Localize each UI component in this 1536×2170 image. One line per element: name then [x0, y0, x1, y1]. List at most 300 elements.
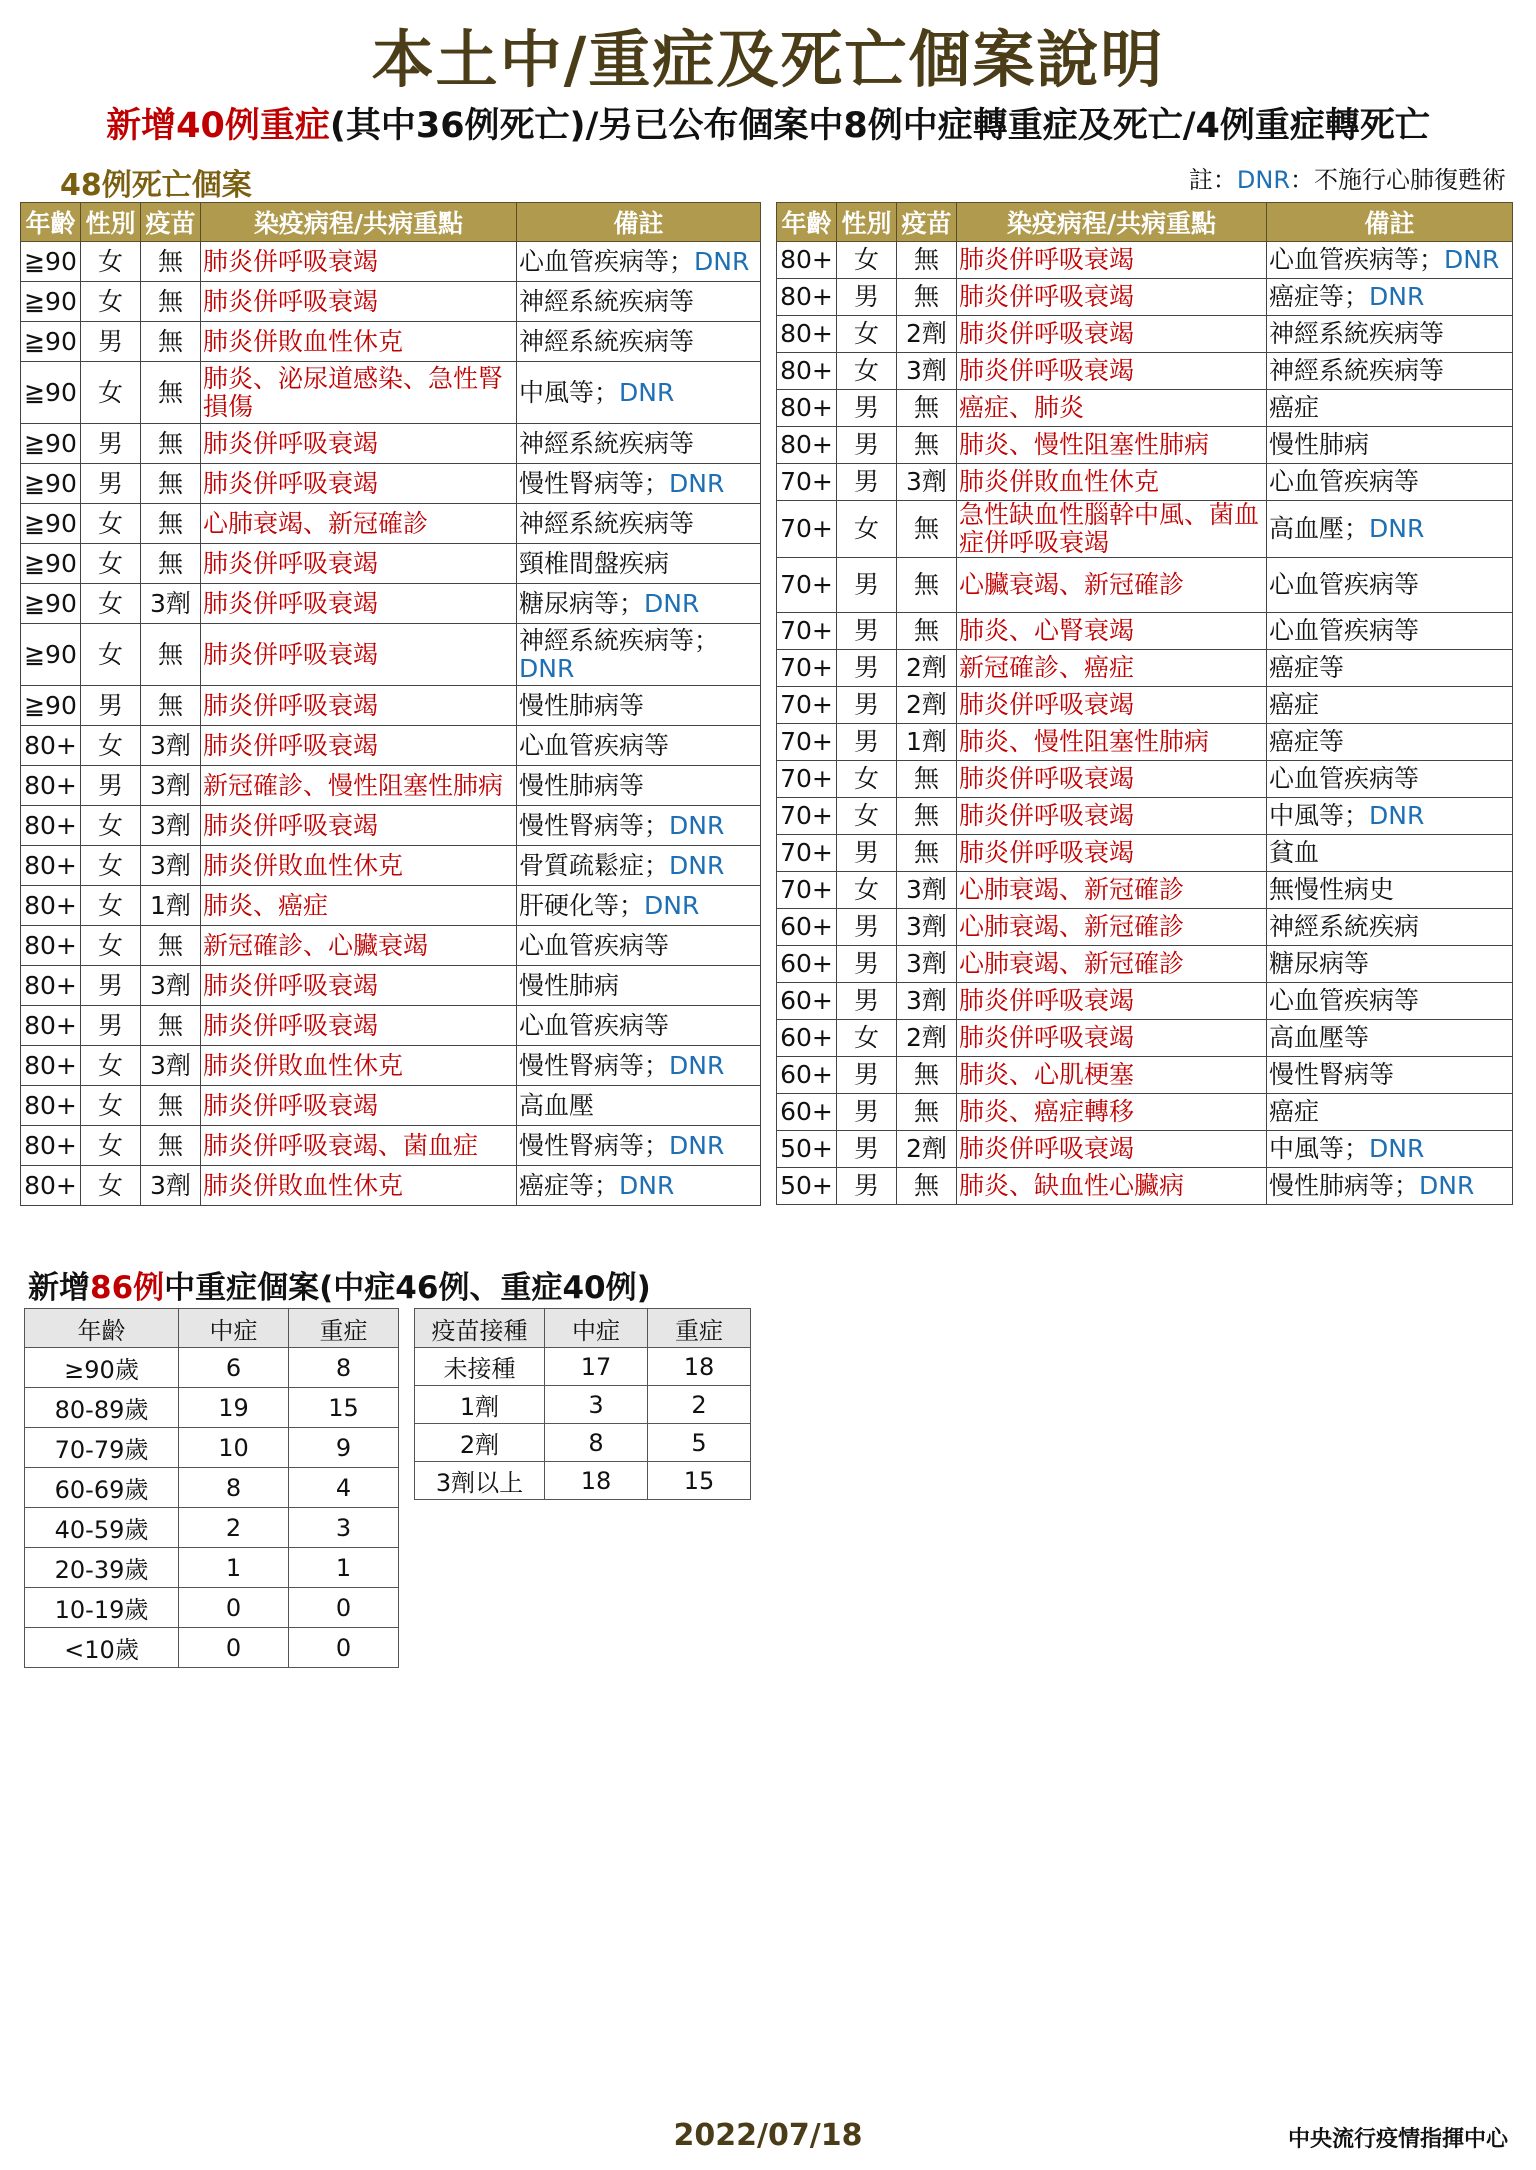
- note-prefix: 註：: [1188, 166, 1237, 194]
- remark-cell: [1267, 316, 1513, 353]
- age-cell: 70+: [777, 798, 837, 835]
- vaccine-cell: 3劑: [141, 1166, 201, 1206]
- course-cell: 肺炎併呼吸衰竭: [957, 279, 1267, 316]
- course-cell: 肺炎、心腎衰竭: [957, 613, 1267, 650]
- moderate-cell: 18: [545, 1462, 648, 1500]
- age-cell: ≧90: [21, 584, 81, 624]
- remark-text: 慢性腎病等；: [519, 1050, 670, 1080]
- age-cell: 80+: [777, 279, 837, 316]
- dnr-tag: DNR: [669, 850, 725, 880]
- remark-cell: [1267, 427, 1513, 464]
- vaccine-cell: 3劑: [141, 726, 201, 766]
- sex-cell: 女: [81, 584, 141, 624]
- death-row: [777, 613, 1513, 650]
- age-cell: 80+: [21, 846, 81, 886]
- remark-text: 肝硬化等；: [519, 890, 645, 920]
- death-row: [777, 798, 1513, 835]
- issuing-organization: 中央流行疫情指揮中心: [1287, 2127, 1508, 2152]
- course-cell: 肺炎、缺血性心臟病: [957, 1168, 1267, 1205]
- vaccine-cell: 無: [141, 1086, 201, 1126]
- remark-text: 慢性腎病等；: [519, 1130, 670, 1160]
- sex-cell: 男: [837, 390, 897, 427]
- age-cell: 20-39歲: [25, 1548, 179, 1588]
- note-suffix: ：不施行心肺復甦術: [1290, 166, 1506, 194]
- sex-cell: 男: [837, 1131, 897, 1168]
- column-header: 疫苗: [141, 203, 201, 242]
- deaths-header-row: [777, 203, 1513, 242]
- remark-cell: [1267, 798, 1513, 835]
- remark-cell: [1267, 724, 1513, 761]
- remark-text: 神經系統疾病: [1269, 912, 1420, 941]
- death-row: [777, 279, 1513, 316]
- death-row: [777, 983, 1513, 1020]
- cases-title-suffix: 中重症個案(中症46例、重症40例): [164, 1270, 651, 1306]
- remark-cell: [517, 1046, 761, 1086]
- moderate-cell: 8: [179, 1468, 289, 1508]
- age-row: [25, 1348, 399, 1388]
- death-row: [777, 650, 1513, 687]
- remark-cell: [1267, 835, 1513, 872]
- remark-text: 神經系統疾病等；: [519, 625, 720, 655]
- course-cell: 肺炎併呼吸衰竭: [957, 353, 1267, 390]
- vaccine-cell: 無: [897, 1168, 957, 1205]
- sex-cell: 女: [81, 1166, 141, 1206]
- sex-cell: 女: [81, 1046, 141, 1086]
- sex-cell: 女: [81, 926, 141, 966]
- age-cell: ≧90: [21, 544, 81, 584]
- remark-cell: [1267, 613, 1513, 650]
- age-cell: 60+: [777, 1020, 837, 1057]
- age-cell: ≧90: [21, 686, 81, 726]
- course-cell: 肺炎併呼吸衰竭、菌血症: [201, 1126, 517, 1166]
- remark-cell: [1267, 242, 1513, 279]
- sex-cell: 男: [81, 1006, 141, 1046]
- age-cell: ≧90: [21, 282, 81, 322]
- course-cell: 肺炎併呼吸衰竭: [957, 242, 1267, 279]
- cases-title-count: 86例: [90, 1270, 165, 1306]
- remark-text: 高血壓等: [1269, 1023, 1370, 1052]
- stats-column-header: 疫苗接種: [415, 1309, 545, 1348]
- vaccine-cell: 無: [897, 798, 957, 835]
- death-row: [21, 584, 761, 624]
- vaccine-cell: 3劑: [141, 766, 201, 806]
- dnr-tag: DNR: [1369, 1134, 1425, 1163]
- death-row: [777, 390, 1513, 427]
- sex-cell: 女: [81, 282, 141, 322]
- sex-cell: 女: [81, 624, 141, 686]
- vaccine-cell: 無: [141, 544, 201, 584]
- age-cell: ≧90: [21, 624, 81, 686]
- course-cell: 肺炎併呼吸衰竭: [201, 1006, 517, 1046]
- dnr-tag: DNR: [1369, 801, 1425, 830]
- remark-cell: [1267, 909, 1513, 946]
- remark-cell: [1267, 279, 1513, 316]
- age-cell: 60-69歲: [25, 1468, 179, 1508]
- age-cell: 80-89歲: [25, 1388, 179, 1428]
- age-cell: 70+: [777, 613, 837, 650]
- remark-cell: [517, 424, 761, 464]
- sex-cell: 男: [837, 1168, 897, 1205]
- death-row: [21, 464, 761, 504]
- deaths-table-left: [20, 202, 761, 1206]
- page-subtitle: [0, 104, 1536, 148]
- sex-cell: 女: [81, 544, 141, 584]
- age-row: [25, 1588, 399, 1628]
- death-row: [777, 353, 1513, 390]
- vaccine-cell: 3劑: [141, 806, 201, 846]
- sex-cell: 女: [837, 316, 897, 353]
- severe-cell: 15: [289, 1388, 399, 1428]
- course-cell: 心臟衰竭、新冠確診: [957, 558, 1267, 613]
- sex-cell: 女: [81, 1086, 141, 1126]
- remark-text: 心血管疾病等: [1269, 764, 1420, 793]
- death-row: [777, 464, 1513, 501]
- course-cell: 肺炎併呼吸衰竭: [957, 798, 1267, 835]
- age-cell: 70+: [777, 724, 837, 761]
- remark-text: 神經系統疾病等: [519, 326, 695, 356]
- remark-text: 高血壓: [519, 1090, 595, 1120]
- report-date: 2022/07/18: [673, 2118, 863, 2153]
- course-cell: 心肺衰竭、新冠確診: [957, 946, 1267, 983]
- vaccine-stats-table: [414, 1308, 751, 1500]
- sex-cell: 女: [81, 242, 141, 282]
- age-cell: 60+: [777, 1057, 837, 1094]
- remark-cell: [1267, 983, 1513, 1020]
- remark-text: 癌症: [1269, 1097, 1320, 1126]
- vaccine-cell: 無: [897, 558, 957, 613]
- remark-cell: [517, 1006, 761, 1046]
- cases-title-prefix: 新增: [28, 1270, 90, 1306]
- sex-cell: 男: [837, 983, 897, 1020]
- death-row: [21, 624, 761, 686]
- course-cell: 肺炎併呼吸衰竭: [201, 624, 517, 686]
- death-row: [21, 726, 761, 766]
- age-cell: 50+: [777, 1131, 837, 1168]
- sex-cell: 男: [837, 558, 897, 613]
- dnr-tag: DNR: [619, 377, 675, 407]
- age-cell: ≧90: [21, 242, 81, 282]
- remark-cell: [1267, 650, 1513, 687]
- remark-text: 高血壓；: [1269, 514, 1370, 543]
- age-cell: 60+: [777, 1094, 837, 1131]
- remark-cell: [1267, 687, 1513, 724]
- age-cell: 80+: [21, 806, 81, 846]
- severe-cell: 5: [648, 1424, 751, 1462]
- moderate-cell: 8: [545, 1424, 648, 1462]
- vaccine-cell: 無: [141, 362, 201, 424]
- sex-cell: 女: [837, 353, 897, 390]
- death-row: [777, 316, 1513, 353]
- death-row: [21, 966, 761, 1006]
- course-cell: 肺炎併呼吸衰竭: [201, 966, 517, 1006]
- age-cell: 80+: [21, 886, 81, 926]
- remark-text: 骨質疏鬆症；: [519, 850, 670, 880]
- subtitle-highlight: 新增40例重症: [106, 106, 330, 146]
- severe-cell: 2: [648, 1386, 751, 1424]
- course-cell: 肺炎併呼吸衰竭: [201, 584, 517, 624]
- vaccine-cell: 無: [897, 242, 957, 279]
- dnr-tag: DNR: [669, 1130, 725, 1160]
- vaccine-cell: 3劑: [897, 353, 957, 390]
- age-cell: 70+: [777, 650, 837, 687]
- remark-text: 慢性腎病等: [1269, 1060, 1395, 1089]
- remark-text: 慢性肺病等: [519, 770, 645, 800]
- remark-text: 慢性肺病: [1269, 430, 1370, 459]
- age-cell: 80+: [21, 1046, 81, 1086]
- course-cell: 肺炎併呼吸衰竭: [957, 761, 1267, 798]
- death-row: [21, 544, 761, 584]
- remark-cell: [1267, 390, 1513, 427]
- death-row: [777, 946, 1513, 983]
- remark-text: 癌症等；: [1269, 282, 1370, 311]
- column-header: 疫苗: [897, 203, 957, 242]
- sex-cell: 男: [837, 1094, 897, 1131]
- remark-text: 心血管疾病等: [519, 930, 670, 960]
- page-title: 本土中/重症及死亡個案說明: [371, 23, 1165, 96]
- death-row: [777, 872, 1513, 909]
- remark-text: 糖尿病等: [1269, 949, 1370, 978]
- course-cell: 肺炎併呼吸衰竭: [201, 726, 517, 766]
- severe-cell: 4: [289, 1468, 399, 1508]
- course-cell: 肺炎併呼吸衰竭: [201, 806, 517, 846]
- remark-text: 心血管疾病等: [1269, 570, 1420, 599]
- course-cell: 肺炎、慢性阻塞性肺病: [957, 724, 1267, 761]
- remark-text: 心血管疾病等: [1269, 986, 1420, 1015]
- age-cell: ≧90: [21, 322, 81, 362]
- remark-cell: [1267, 1057, 1513, 1094]
- remark-text: 癌症: [1269, 690, 1320, 719]
- age-cell: 70+: [777, 501, 837, 558]
- course-cell: 肺炎、泌尿道感染、急性腎損傷: [201, 362, 517, 424]
- vaccine-cell: 無: [141, 242, 201, 282]
- age-row: [25, 1628, 399, 1668]
- column-header: 染疫病程/共病重點: [957, 203, 1267, 242]
- death-row: [21, 926, 761, 966]
- death-row: [21, 282, 761, 322]
- remark-cell: [1267, 353, 1513, 390]
- remark-cell: [517, 1126, 761, 1166]
- vaccine-cell: 2劑: [897, 650, 957, 687]
- vaccine-cell: 無: [141, 686, 201, 726]
- death-row: [21, 806, 761, 846]
- vaccine-cell: 2劑: [897, 1020, 957, 1057]
- dnr-tag: DNR: [1419, 1171, 1475, 1200]
- remark-cell: [1267, 1094, 1513, 1131]
- death-row: [21, 1126, 761, 1166]
- sex-cell: 女: [81, 886, 141, 926]
- moderate-cell: 17: [545, 1348, 648, 1386]
- remark-cell: [517, 544, 761, 584]
- vaccine-cell: 2劑: [897, 687, 957, 724]
- sex-cell: 男: [837, 724, 897, 761]
- age-cell: ≧90: [21, 464, 81, 504]
- sex-cell: 男: [81, 464, 141, 504]
- age-cell: 40-59歲: [25, 1508, 179, 1548]
- age-header-row: [25, 1309, 399, 1348]
- sex-cell: 男: [81, 424, 141, 464]
- dnr-tag: DNR: [644, 890, 700, 920]
- remark-cell: [1267, 558, 1513, 613]
- age-cell: 80+: [777, 390, 837, 427]
- age-cell: ≥90歲: [25, 1348, 179, 1388]
- death-row: [777, 242, 1513, 279]
- vaccine-cell: 無: [897, 1057, 957, 1094]
- remark-text: 貧血: [1269, 838, 1320, 867]
- vaccine-cell: 無: [141, 322, 201, 362]
- sex-cell: 女: [81, 846, 141, 886]
- age-cell: ≧90: [21, 362, 81, 424]
- remark-cell: [1267, 946, 1513, 983]
- remark-text: 癌症: [1269, 393, 1320, 422]
- death-row: [777, 1057, 1513, 1094]
- sex-cell: 女: [81, 362, 141, 424]
- course-cell: 肺炎併呼吸衰竭: [201, 1086, 517, 1126]
- remark-cell: [517, 886, 761, 926]
- age-cell: 80+: [21, 766, 81, 806]
- remark-text: 慢性肺病: [519, 970, 620, 1000]
- column-header: 備註: [517, 203, 761, 242]
- sex-cell: 女: [837, 872, 897, 909]
- sex-cell: 女: [837, 798, 897, 835]
- column-header: 性別: [81, 203, 141, 242]
- sex-cell: 男: [837, 464, 897, 501]
- remark-cell: [1267, 1020, 1513, 1057]
- course-cell: 新冠確診、心臟衰竭: [201, 926, 517, 966]
- death-row: [21, 1006, 761, 1046]
- age-cell: ≧90: [21, 504, 81, 544]
- age-cell: 60+: [777, 946, 837, 983]
- course-cell: 肺炎併呼吸衰竭: [957, 687, 1267, 724]
- remark-text: 神經系統疾病等: [1269, 356, 1445, 385]
- sex-cell: 女: [837, 761, 897, 798]
- course-cell: 肺炎併呼吸衰竭: [201, 686, 517, 726]
- moderate-cell: 0: [179, 1588, 289, 1628]
- age-cell: 70+: [777, 872, 837, 909]
- remark-cell: [517, 846, 761, 886]
- age-cell: 80+: [21, 1166, 81, 1206]
- severe-cell: 3: [289, 1508, 399, 1548]
- death-row: [21, 1046, 761, 1086]
- stats-column-header: 年齡: [25, 1309, 179, 1348]
- death-row: [21, 362, 761, 424]
- age-cell: 10-19歲: [25, 1588, 179, 1628]
- remark-cell: [1267, 1168, 1513, 1205]
- course-cell: 肺炎併呼吸衰竭: [957, 1131, 1267, 1168]
- remark-text: 癌症等；: [519, 1170, 620, 1200]
- death-row: [777, 1094, 1513, 1131]
- course-cell: 肺炎併呼吸衰竭: [201, 544, 517, 584]
- vaccine-header-row: [415, 1309, 751, 1348]
- sex-cell: 男: [837, 946, 897, 983]
- stats-column-header: 中症: [179, 1309, 289, 1348]
- sex-cell: 男: [81, 686, 141, 726]
- vaccine-cell: 無: [897, 1094, 957, 1131]
- vaccine-cell: 無: [897, 390, 957, 427]
- age-cell: 70+: [777, 761, 837, 798]
- course-cell: 肺炎、慢性阻塞性肺病: [957, 427, 1267, 464]
- age-row: [25, 1508, 399, 1548]
- stats-column-header: 重症: [289, 1309, 399, 1348]
- remark-cell: [1267, 872, 1513, 909]
- vaccine-cell: 2劑: [897, 1131, 957, 1168]
- sex-cell: 女: [837, 1020, 897, 1057]
- remark-cell: [517, 806, 761, 846]
- death-row: [21, 886, 761, 926]
- sex-cell: 男: [81, 966, 141, 1006]
- dnr-tag: DNR: [669, 810, 725, 840]
- age-row: [25, 1388, 399, 1428]
- course-cell: 肺炎併呼吸衰竭: [201, 464, 517, 504]
- vaccine-cell: 無: [897, 613, 957, 650]
- vaccine-cell: 無: [141, 1126, 201, 1166]
- vaccine-cell: 3劑: [141, 966, 201, 1006]
- vaccine-cell: 無: [141, 926, 201, 966]
- dnr-note: [1189, 160, 1506, 195]
- death-row: [777, 724, 1513, 761]
- remark-cell: [1267, 761, 1513, 798]
- age-cell: 70-79歲: [25, 1428, 179, 1468]
- column-header: 備註: [1267, 203, 1513, 242]
- death-row: [777, 1020, 1513, 1057]
- remark-text: 心血管疾病等: [519, 1010, 670, 1040]
- severe-cell: 18: [648, 1348, 751, 1386]
- remark-cell: [517, 362, 761, 424]
- dnr-tag: DNR: [694, 246, 750, 276]
- vaccine-cell: 2劑: [897, 316, 957, 353]
- remark-text: 中風等；: [1269, 1134, 1370, 1163]
- vaccine-row: [415, 1424, 751, 1462]
- remark-text: 神經系統疾病等: [1269, 319, 1445, 348]
- course-cell: 心肺衰竭、新冠確診: [957, 872, 1267, 909]
- course-cell: 肺炎併敗血性休克: [201, 846, 517, 886]
- dnr-tag: DNR: [1369, 514, 1425, 543]
- status-cell: 2劑: [415, 1424, 545, 1462]
- death-row: [21, 686, 761, 726]
- course-cell: 新冠確診、癌症: [957, 650, 1267, 687]
- remark-cell: [517, 464, 761, 504]
- remark-cell: [517, 1166, 761, 1206]
- age-cell: 80+: [777, 242, 837, 279]
- moderate-cell: 0: [179, 1628, 289, 1668]
- dnr-tag: DNR: [1444, 245, 1500, 274]
- age-cell: 80+: [777, 316, 837, 353]
- age-cell: 80+: [21, 926, 81, 966]
- remark-cell: [517, 726, 761, 766]
- sex-cell: 男: [837, 909, 897, 946]
- sex-cell: 女: [81, 806, 141, 846]
- stats-column-header: 中症: [545, 1309, 648, 1348]
- course-cell: 肺炎併敗血性休克: [201, 1046, 517, 1086]
- death-row: [777, 427, 1513, 464]
- remark-text: 神經系統疾病等: [519, 428, 695, 458]
- vaccine-cell: 無: [141, 1006, 201, 1046]
- death-row: [21, 766, 761, 806]
- vaccine-cell: 無: [897, 835, 957, 872]
- sex-cell: 男: [837, 650, 897, 687]
- age-row: [25, 1548, 399, 1588]
- vaccine-cell: 3劑: [897, 464, 957, 501]
- vaccine-cell: 1劑: [141, 886, 201, 926]
- deaths-table-right: [776, 202, 1513, 1205]
- sex-cell: 男: [837, 279, 897, 316]
- sex-cell: 女: [81, 504, 141, 544]
- course-cell: 肺炎併敗血性休克: [201, 1166, 517, 1206]
- sex-cell: 女: [837, 501, 897, 558]
- death-row: [777, 835, 1513, 872]
- cases-section-title: [28, 1262, 651, 1307]
- stats-column-header: 重症: [648, 1309, 751, 1348]
- moderate-cell: 2: [179, 1508, 289, 1548]
